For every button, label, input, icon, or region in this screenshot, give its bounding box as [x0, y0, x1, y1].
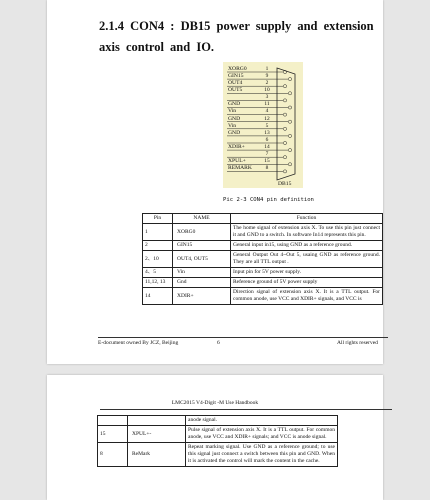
pin-cell — [98, 416, 128, 426]
signal-label: GND — [228, 129, 241, 136]
pin-cell: 2 — [143, 241, 173, 251]
name-cell — [128, 416, 186, 426]
name-cell: GIN15 — [173, 241, 231, 251]
pin-dot — [288, 106, 291, 109]
pin-table-continued — [97, 415, 338, 467]
function-cell: Pulse signal of extension axis X. It is a TTL output. For common anode, use VCC and XDIR+ signals; and VCC is anode signal. — [186, 426, 338, 443]
table-row — [98, 443, 338, 467]
pin-cell: 11,12, 13 — [143, 278, 173, 288]
footer-right: All rights reserved — [337, 340, 378, 346]
pin-cell: 4、5 — [143, 268, 173, 278]
signal-label: GIN15 — [228, 72, 244, 79]
pin-dot — [288, 78, 291, 81]
running-header: LMC2015 V4-Digit -M Use Handbook — [171, 400, 259, 406]
table-row — [143, 268, 383, 278]
name-cell: Gnd — [173, 278, 231, 288]
table-row — [143, 278, 383, 288]
pin-dot — [283, 156, 286, 159]
document-page-1 — [47, 0, 383, 364]
pin-cell: 8 — [98, 443, 128, 467]
signal-label: XPUL+ — [228, 158, 246, 165]
function-cell: Repeat marking signal. Use GND as a reference ground; to use this signal just connect a switch between this pin and GND. When it is activated the control will mark the content in the cache. — [186, 443, 338, 467]
function-cell: General Output Out 4~Out 5, usaing GND as reference ground. They are all TTL output . — [231, 251, 383, 268]
table-row — [143, 241, 383, 251]
pin-dot — [288, 92, 291, 95]
signal-label: GND — [228, 115, 241, 122]
function-cell: anode signal. — [186, 416, 338, 426]
pin-number: 8 — [265, 165, 269, 172]
db15-connector-diagram — [223, 62, 303, 188]
pin-number: 6 — [265, 136, 269, 143]
header-rule — [100, 409, 392, 410]
signal-label: Vin — [228, 108, 237, 115]
name-cell: XPUL+- — [128, 426, 186, 443]
document-page-2 — [47, 375, 383, 500]
pin-dot — [288, 163, 291, 166]
pin-number: 3 — [265, 94, 269, 101]
pin-cell: 14 — [143, 288, 173, 305]
pin-cell: 1 — [143, 224, 173, 241]
pin-number: 5 — [265, 122, 269, 129]
name-cell: Vin — [173, 268, 231, 278]
footer-page-number: 6 — [217, 340, 220, 346]
pin-dot — [288, 120, 291, 123]
col-header-pin: Pin — [143, 214, 173, 224]
signal-label: XORG0 — [228, 65, 247, 72]
pin-number: 4 — [265, 108, 269, 115]
pin-table — [142, 213, 383, 305]
pin-number: 15 — [264, 158, 270, 165]
signal-label: OUT4 — [228, 80, 243, 86]
section-heading: 2.1.4 CON4 : DB15 power supply and extension axis control and IO. — [99, 19, 374, 54]
connector-bottom-label: DB15 — [278, 181, 292, 187]
pin-dot — [283, 141, 286, 144]
name-cell: XORG0 — [173, 224, 231, 241]
pin-number: 9 — [265, 72, 269, 79]
pin-number: 11 — [264, 101, 270, 108]
figure-caption: Pic 2-3 CON4 pin definition — [223, 197, 314, 203]
pin-number: 13 — [264, 129, 270, 136]
footer-rule — [98, 337, 388, 338]
pin-dot — [283, 99, 286, 102]
pin-dot — [283, 170, 286, 173]
table-row — [143, 251, 383, 268]
function-cell: Reference ground of 5V power supply — [231, 278, 383, 288]
col-header-function: Function — [231, 214, 383, 224]
table-row — [98, 416, 338, 426]
pin-dot — [288, 134, 291, 137]
pin-number: 1 — [265, 65, 269, 72]
signal-label: GND — [228, 101, 241, 108]
pin-cell: 2、10 — [143, 251, 173, 268]
name-cell: XDIR+ — [173, 288, 231, 305]
function-cell: The home signal of extension axis X. To use this pin just connect it and GND to a switch. In software In14 represents this pin. — [231, 224, 383, 241]
function-cell: General input in15, using GND as a reference ground. — [231, 241, 383, 251]
signal-label: Vin — [228, 122, 237, 129]
footer-left: E-document owned By JCZ, Beijing — [98, 340, 179, 346]
table-row — [98, 426, 338, 443]
name-cell: OUT4, OUT5 — [173, 251, 231, 268]
table-row — [143, 288, 383, 305]
function-cell: Direction signal of extension axis X. It is a TTL output. For common anode, use VCC and XDIR+ signals, and VCC is — [231, 288, 383, 305]
pin-dot — [288, 149, 291, 152]
signal-label: REMARK — [228, 165, 252, 172]
table-header-row — [143, 214, 383, 224]
signal-label: OUT5 — [228, 87, 243, 94]
col-header-name: NAME — [173, 214, 231, 224]
pin-dot — [283, 85, 286, 88]
pin-dot — [283, 127, 286, 130]
pin-dot — [283, 113, 286, 116]
function-cell: Input pin for 5V power supply. — [231, 268, 383, 278]
pin-cell: 15 — [98, 426, 128, 443]
pin-number: 14 — [264, 143, 270, 150]
name-cell: ReMark — [128, 443, 186, 467]
pin-number: 7 — [265, 151, 269, 157]
pin-number: 12 — [264, 115, 270, 122]
signal-label: XDIR+ — [228, 143, 245, 150]
pin-number: 10 — [264, 87, 270, 94]
table-row — [143, 224, 383, 241]
pin-number: 2 — [265, 80, 269, 86]
